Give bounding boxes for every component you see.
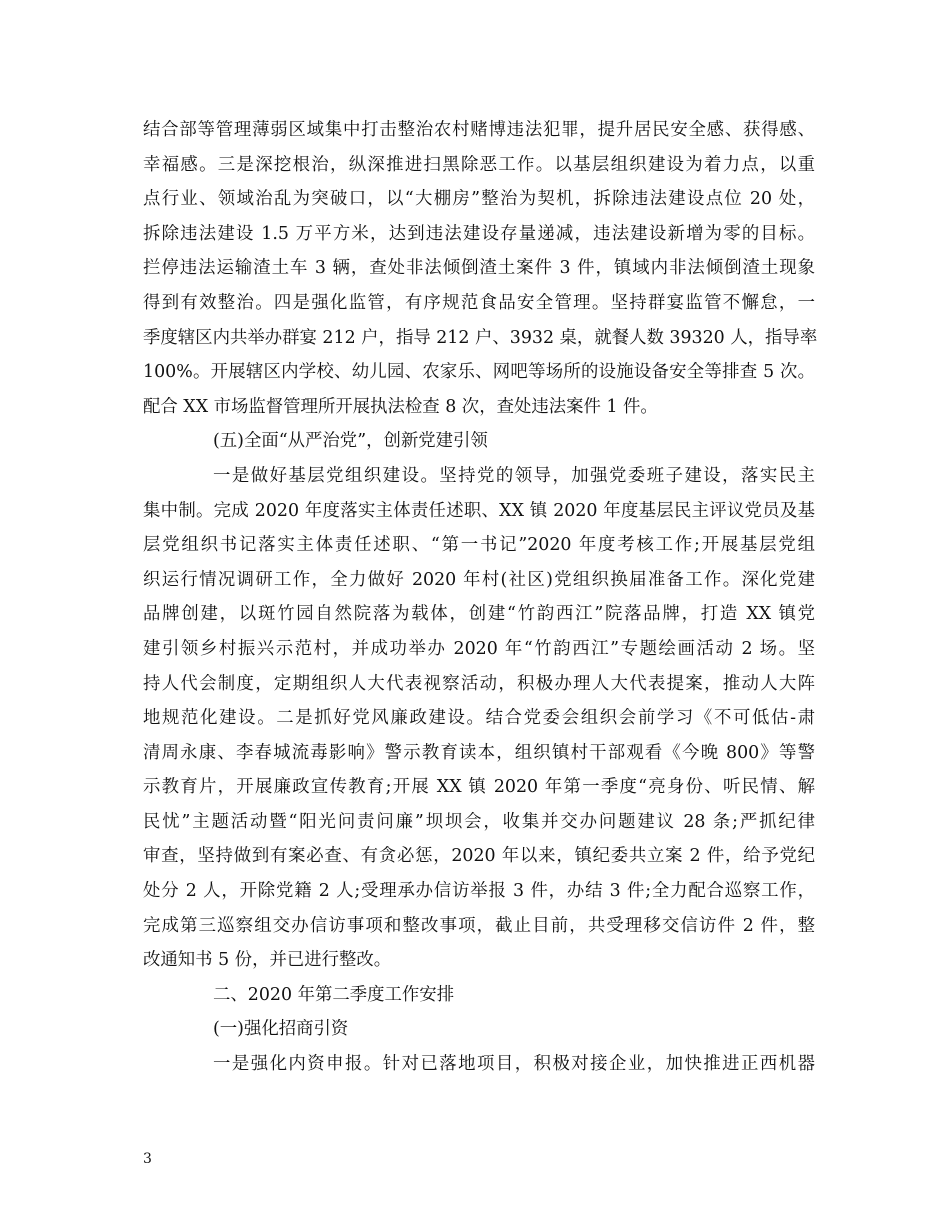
section-heading: 二、2020 年第二季度工作安排 bbox=[213, 984, 455, 1005]
text-line: 得到有效整治。四是强化监管，有序规范食品安全管理。坚持群宴监管不懈怠，一 bbox=[143, 292, 815, 313]
text-line: 层党组织书记落实主体责任述职、“第一书记”2020 年度考核工作;开展基层党组 bbox=[143, 535, 815, 556]
text-line: 改通知书 5 份，并已进行整改。 bbox=[143, 950, 392, 971]
text-line: 一是强化内资申报。针对已落地项目，积极对接企业，加快推进正西机器 bbox=[213, 1054, 815, 1075]
text-line: 审查，坚持做到有案必查、有贪必惩，2020 年以来，镇纪委共立案 2 件，给予党纪 bbox=[143, 846, 815, 867]
text-line: 持人代会制度，定期组织人大代表视察活动，积极办理人大代表提案，推动人大阵 bbox=[143, 673, 815, 694]
text-line: 完成第三巡察组交办信访事项和整改事项，截止目前，共受理移交信访件 2 件，整 bbox=[143, 915, 815, 936]
text-line: 季度辖区内共举办群宴 212 户，指导 212 户、3932 桌，就餐人数 39320 人，指导率 bbox=[143, 327, 818, 348]
text-line: 一是做好基层党组织建设。坚持党的领导，加强党委班子建设，落实民主 bbox=[213, 465, 815, 486]
text-line: 地规范化建设。二是抓好党风廉政建设。结合党委会组织会前学习《不可低估-肃 bbox=[143, 708, 815, 729]
body-text bbox=[143, 113, 818, 1082]
text-line: 配合 XX 市场监督管理所开展执法检查 8 次，查处违法案件 1 件。 bbox=[143, 396, 658, 417]
text-line: 100%。开展辖区内学校、幼儿园、农家乐、网吧等场所的设施设备安全等排查 5 次。 bbox=[143, 362, 815, 383]
text-line: 民忧”主题活动暨“阳光问责问廉”坝坝会，收集并交办问题建议 28 条;严抓纪律 bbox=[143, 811, 815, 832]
text-line: 示教育片，开展廉政宣传教育;开展 XX 镇 2020 年第一季度“亮身份、听民情、解 bbox=[143, 777, 815, 798]
subsection-heading: (一)强化招商引资 bbox=[213, 1019, 349, 1040]
text-line: 清周永康、李春城流毒影响》警示教育读本，组织镇村干部观看《今晚 800》等警 bbox=[143, 742, 815, 763]
text-line: 集中制。完成 2020 年度落实主体责任述职、XX 镇 2020 年度基层民主评议党员及基 bbox=[143, 500, 815, 521]
page-number: 3 bbox=[143, 1151, 152, 1167]
text-line: 点行业、领域治乱为突破口，以“大棚房”整治为契机，拆除违法建设点位 20 处， bbox=[143, 189, 815, 210]
text-line: 幸福感。三是深挖根治，纵深推进扫黑除恶工作。以基层组织建设为着力点，以重 bbox=[143, 154, 815, 175]
text-line: 结合部等管理薄弱区域集中打击整治农村赌博违法犯罪，提升居民安全感、获得感、 bbox=[143, 120, 815, 140]
text-line: 拦停违法运输渣土车 3 辆，查处非法倾倒渣土案件 3 件，镇域内非法倾倒渣土现象 bbox=[143, 258, 815, 279]
text-line: 建引领乡村振兴示范村，并成功举办 2020 年“竹韵西江”专题绘画活动 2 场。坚 bbox=[143, 638, 815, 659]
text-line: 处分 2 人，开除党籍 2 人;受理承办信访举报 3 件，办结 3 件;全力配合巡察工作， bbox=[143, 881, 815, 902]
text-line: 品牌创建，以斑竹园自然院落为载体，创建“竹韵西江”院落品牌，打造 XX 镇党 bbox=[143, 604, 815, 625]
section-heading: (五)全面“从严治党”，创新党建引领 bbox=[213, 431, 488, 452]
text-line: 拆除违法建设 1.5 万平方米，达到违法建设存量递减，违法建设新增为零的目标。 bbox=[143, 223, 815, 244]
text-line: 织运行情况调研工作，全力做好 2020 年村(社区)党组织换届准备工作。深化党建 bbox=[143, 569, 815, 590]
